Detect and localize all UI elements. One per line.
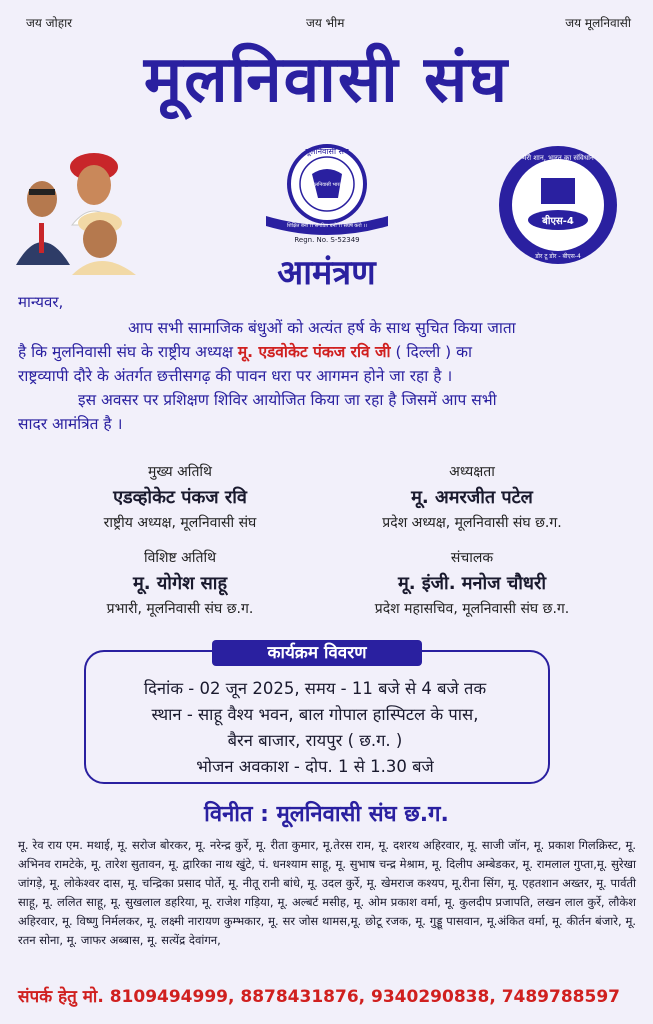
badge-ring-text: मेरी शान, भारत का संविधान: [522, 154, 594, 162]
president-name-highlight: मू. एडवोकेट पंकज रवि जी: [237, 343, 391, 361]
invitation-heading: आमंत्रण: [277, 253, 376, 293]
slogan-center: जय भीम: [306, 16, 345, 30]
emblem-registration-number: Regn. No. S-52349: [294, 236, 360, 244]
invitation-body: [18, 316, 630, 436]
guest-presiding: [322, 462, 622, 532]
page-title: मूलनिवासी संघ: [143, 43, 510, 117]
guest-role: अध्यक्षता: [449, 464, 495, 480]
salutation: मान्यवर,: [18, 293, 64, 311]
guest-host: [322, 548, 622, 618]
emblem-ribbon-text: शिक्षित बनो ।। संगठित बनो ।। संघर्ष करो ।।: [286, 223, 368, 229]
organizer-signoff: विनीत : मूलनिवासी संघ छ.ग.: [204, 802, 449, 827]
guest-role: संचालक: [450, 550, 494, 566]
guest-post: राष्ट्रीय अध्यक्ष, मूलनिवासी संघ: [103, 515, 257, 531]
program-venue: स्थान - साहू वैश्य भवन, बाल गोपाल हास्पिटल के पास,: [151, 705, 479, 724]
guest-name: मू. इंजी. मनोज चौधरी: [397, 573, 547, 594]
body-line-1: आप सभी सामाजिक बंधुओं को अत्यंत हर्ष के साथ सुचित किया जाता: [128, 319, 516, 337]
program-venue-city: बैरन बाजार, रायपुर ( छ.ग. ): [227, 731, 403, 750]
body-line-4: इस अवसर पर प्रशिक्षण शिविर आयोजित किया जा रहा है जिसमें आप सभी: [78, 391, 497, 409]
program-title: कार्यक्रम विवरण: [212, 640, 422, 666]
badge-bottom-text: डोर टू डोर - बीएस-4: [535, 253, 581, 260]
guest-name: एडव्होकेट पंकज रवि: [113, 487, 247, 508]
guest-name: मू. योगेश साहू: [133, 573, 227, 594]
member-list: मू. रेव राय एम. मथाई, मू. सरोज बोरकर, मू. नरेन्द्र कुर्रे, मू. रीता कुमार, मू.तेरस राम, मू. दशरथ अहिरवार, मू. साजी जॉन, मू. प्रकाश गिलक्रिस्ट, मू. अभिनव रामटेके, मू. तारेश सुतावन, मू. द्वारिका नाथ खुंटे, पं. धनश्याम साहू, मू. सुभाष चन्द्र मेश्राम, मू. दिलीप अम्बेडकर, मू. रामलाल गुप्ता,मू. सुरेखा जांगड़े, मू. लोकेश्वर दास, मू. चन्द्रिका प्रसाद पोर्ते, मू. नीतू रानी बांधे, मू. उदल कुर्रे, मू. खेमराज कश्यप, मू.रीना सिंग, मू. एहतशान अख्तर, मू. पार्वती साहू, मू. ललित साहू, मू. सुखलाल डहरिया, मू. राजेश गड़िया, मू. अल्बर्ट मसीह, मू. ओम प्रकाश वर्मा, मू. कुलदीप प्रजापति, लखन लाल कुर्रे, लौकेश अहिरवार, मू. विष्णु निर्मलकर, मू. लक्ष्मी नारायण कुम्भकार, मू. सर जोस थामस,मू. छोटू रजक, मू. गुड्डू पासवान, मू.अंकित वर्मा, मू. कीर्तन बंजारे, मू. रतन सोना, मू. जाफर अब्बास, मू. सत्येंद्र देवांगन,: [18, 838, 636, 947]
body-line-3: राष्ट्रव्यापी दौरे के अंतर्गत छत्तीसगढ़ की पावन धरा पर आगमन होने जा रहा है ।: [18, 367, 453, 385]
slogan-left: जय जोहार: [26, 16, 73, 30]
guest-special: [30, 548, 330, 618]
guest-post: प्रभारी, मूलनिवासी संघ छ.ग.: [106, 601, 254, 617]
guest-post: प्रदेश अध्यक्ष, मूलनिवासी संघ छ.ग.: [382, 515, 562, 531]
body-line-2-end: ( दिल्ली ) का: [390, 343, 473, 361]
program-date-time: दिनांक - 02 जून 2025, समय - 11 बजे से 4 बजे तक: [143, 679, 487, 698]
guest-role: मुख्य अतिथि: [147, 464, 212, 480]
guest-role: विशिष्ट अतिथि: [143, 550, 217, 566]
body-line-5: सादर आमंत्रित है ।: [18, 415, 123, 433]
program-details: [90, 676, 540, 780]
body-line-2-start: है कि मुलनिवासी संघ के राष्ट्रीय अध्यक्ष: [18, 343, 238, 361]
body-line-2: [18, 340, 630, 364]
guest-post: प्रदेश महासचिव, मूलनिवासी संघ छ.ग.: [374, 601, 570, 617]
program-lunch: भोजन अवकाश - दोप. 1 से 1.30 बजे: [196, 757, 434, 776]
slogan-right: जय मूलनिवासी: [565, 16, 631, 30]
contact-numbers: संपर्क हेतु मो. 8109494999, 8878431876, 9340290838, 7489788597: [18, 987, 620, 1007]
badge-center-text: बीएस-4: [542, 216, 574, 227]
guest-chief: [30, 462, 330, 532]
guest-name: मू. अमरजीत पटेल: [411, 487, 533, 508]
emblem-inner-text: मूलनिवासी भारत: [311, 182, 343, 188]
emblem-ring-text: मूलनिवासी संघ: [305, 147, 349, 156]
union-emblem-logo: [262, 138, 392, 248]
